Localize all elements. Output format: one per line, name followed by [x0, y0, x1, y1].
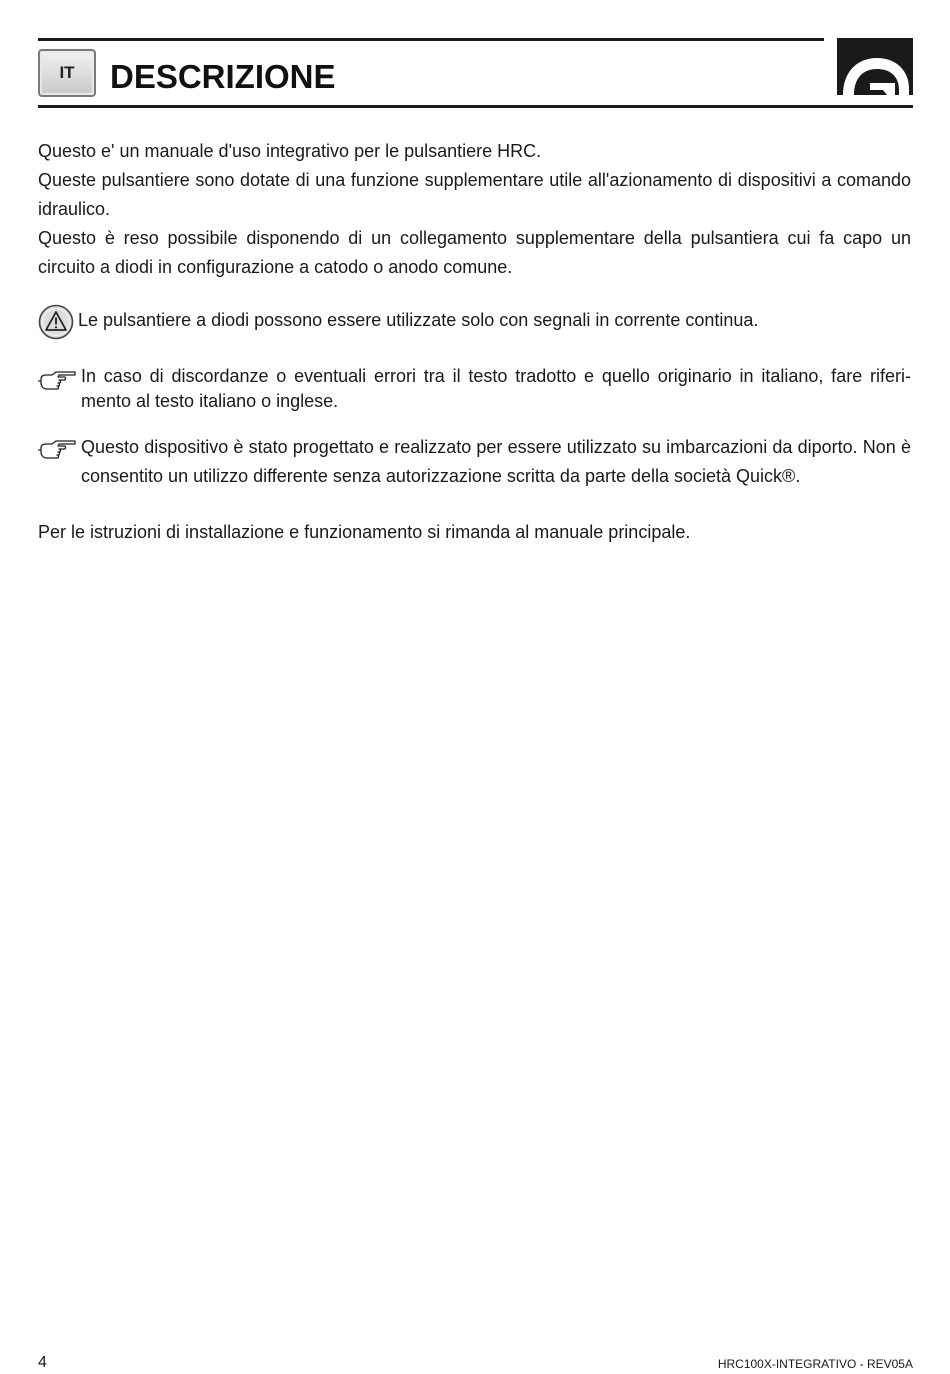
language-badge-label: IT: [59, 63, 75, 82]
note-text: In caso di discordanze o eventuali errori tra il testo tradotto e quello originario in italiano, fare riferi-mento al testo italiano o inglese.: [81, 366, 911, 411]
pointing-hand-icon: [38, 436, 76, 462]
warning-triangle-icon: [38, 304, 74, 340]
closing-paragraph: Per le istruzioni di installazione e funzionamento si rimanda al manuale principale.: [38, 522, 691, 542]
header-bottom-rule: [38, 105, 913, 108]
language-badge: [38, 49, 96, 97]
pointing-hand-icon: [38, 367, 76, 393]
page-title: DESCRIZIONE: [110, 58, 336, 95]
intro-line: Queste pulsantiere sono dotate di una funzione supplementare utile all'azionamento di dispositivi a comando idraulico.: [38, 170, 911, 219]
page-number: 4: [38, 1354, 47, 1371]
warning-note: [38, 308, 911, 340]
info-note: [38, 364, 911, 414]
intro-line: Questo e' un manuale d'uso integrativo per le pulsantiere HRC.: [38, 141, 542, 161]
header-top-rule: [38, 38, 824, 41]
document-code: HRC100X-INTEGRATIVO - REV05A: [717, 1357, 913, 1371]
info-note: [38, 433, 911, 491]
quick-logo-icon: [837, 38, 913, 95]
warning-text: Le pulsantiere a diodi possono essere utilizzate solo con segnali in corrente continua.: [78, 310, 759, 330]
note-text: Questo dispositivo è stato progettato e realizzato per essere utilizzato su imbarcazioni da diporto. Non è consentito un utilizzo differente senza autorizzazione scritta da parte della società Quick®.: [81, 437, 911, 486]
intro-paragraph: [38, 137, 911, 282]
intro-line: Questo è reso possibile disponendo di un collegamento supplementare della pulsantiera cui fa capo un circuito a diodi in configurazione a catodo o anodo comune.: [38, 228, 911, 277]
